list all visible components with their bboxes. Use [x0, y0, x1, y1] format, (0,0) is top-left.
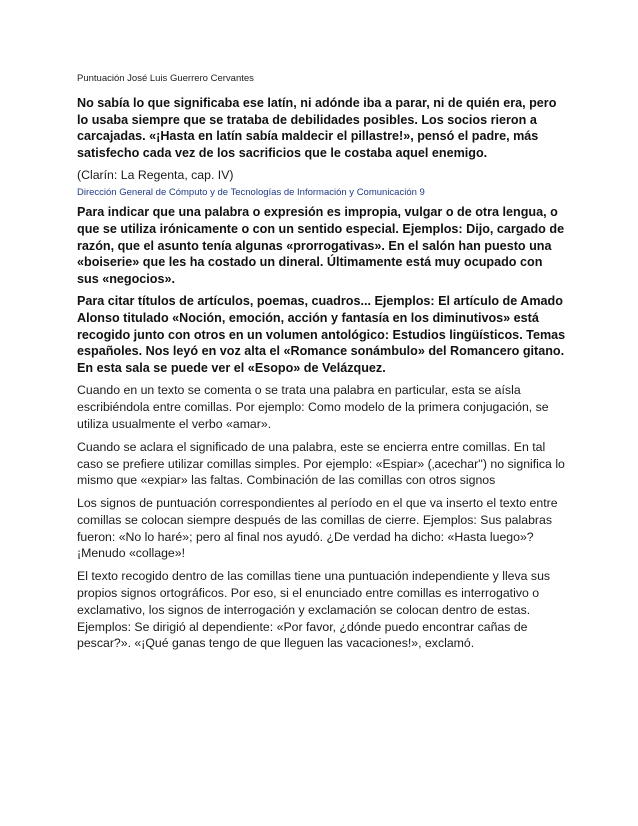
paragraph-punctuation-after: Los signos de puntuación correspondientes al período en el que va inserto el texto entre comillas se colocan siempre después de las comillas de cierre. Ejemplos: Sus palabras fueron: «No lo haré»; pero al final nos ayudó. ¿De verdad ha dicho: «Hasta luego»? ¡Menudo «collage»! [77, 496, 558, 561]
document-body [77, 73, 567, 658]
page-footer-line: Dirección General de Cómputo y de Tecnologías de Información y Comunicación 9 [77, 187, 425, 199]
paragraph-meaning-clarification: Cuando se aclara el significado de una palabra, este se encierra entre comillas. En tal caso se prefiere utilizar comillas simples. Por ejemplo: «Espiar» (‚acechar'') no significa lo mismo que «expiar» las faltas. Combinación de las comillas con otros signos [77, 439, 565, 488]
paragraph-independent-punctuation: El texto recogido dentro de las comillas tiene una puntuación independiente y lleva sus propios signos ortográficos. Por eso, si el enunciado entre comillas es interrogativo o exclamativo, los signos de interrogación y exclamación se colocan dentro de estas. Ejemplos: Se dirigió al dependiente: «Por favor, ¿dónde puedo encontrar cañas de pescar?». «¡Qué ganas tengo de que lleguen las vacaciones!», exclamó. [77, 569, 551, 651]
paragraph-improper-words: Para indicar que una palabra o expresión es impropia, vulgar o de otra lengua, o que se utiliza irónicamente o con un sentido especial. Ejemplos: Dijo, cargado de razón, que el asunto tenía algunas «prorrogativas». En el salón han puesto una «boiserie» que les ha costado un dineral. Últimamente está muy ocupado con sus «negocios». [77, 205, 565, 286]
paragraph-word-commentary: Cuando en un texto se comenta o se trata una palabra en particular, esta se aísla escribiéndola entre comillas. Por ejemplo: Como modelo de la primera conjugación, se utiliza usualmente el verbo «amar». [77, 383, 549, 431]
paragraph-quote-clarin: No sabía lo que significaba ese latín, ni adónde iba a parar, ni de quién era, pero lo usaba siempre que se trataba de debilidades posibles. Los socios rieron a carcajadas. «¡Hasta en latín sabía maldecir el pillastre!», pensó el padre, más satisfecho cada vez de los sacrificios que le costaba aquel enemigo. [77, 96, 557, 160]
citation-clarin: (Clarín: La Regenta, cap. IV) [77, 168, 234, 183]
page-header: Puntuación José Luis Guerrero Cervantes [77, 73, 254, 84]
paragraph-titles: Para citar títulos de artículos, poemas, cuadros... Ejemplos: El artículo de Amado Alonso titulado «Noción, emoción, acción y fantasía en los diminutivos» está recogido junto con otros en un volumen antológico: Estudios lingüísticos. Temas españoles. Nos leyó en voz alta el «Romance sonámbulo» del Romancero gitano. En esta sala se puede ver el «Esopo» de Velázquez. [77, 294, 566, 375]
